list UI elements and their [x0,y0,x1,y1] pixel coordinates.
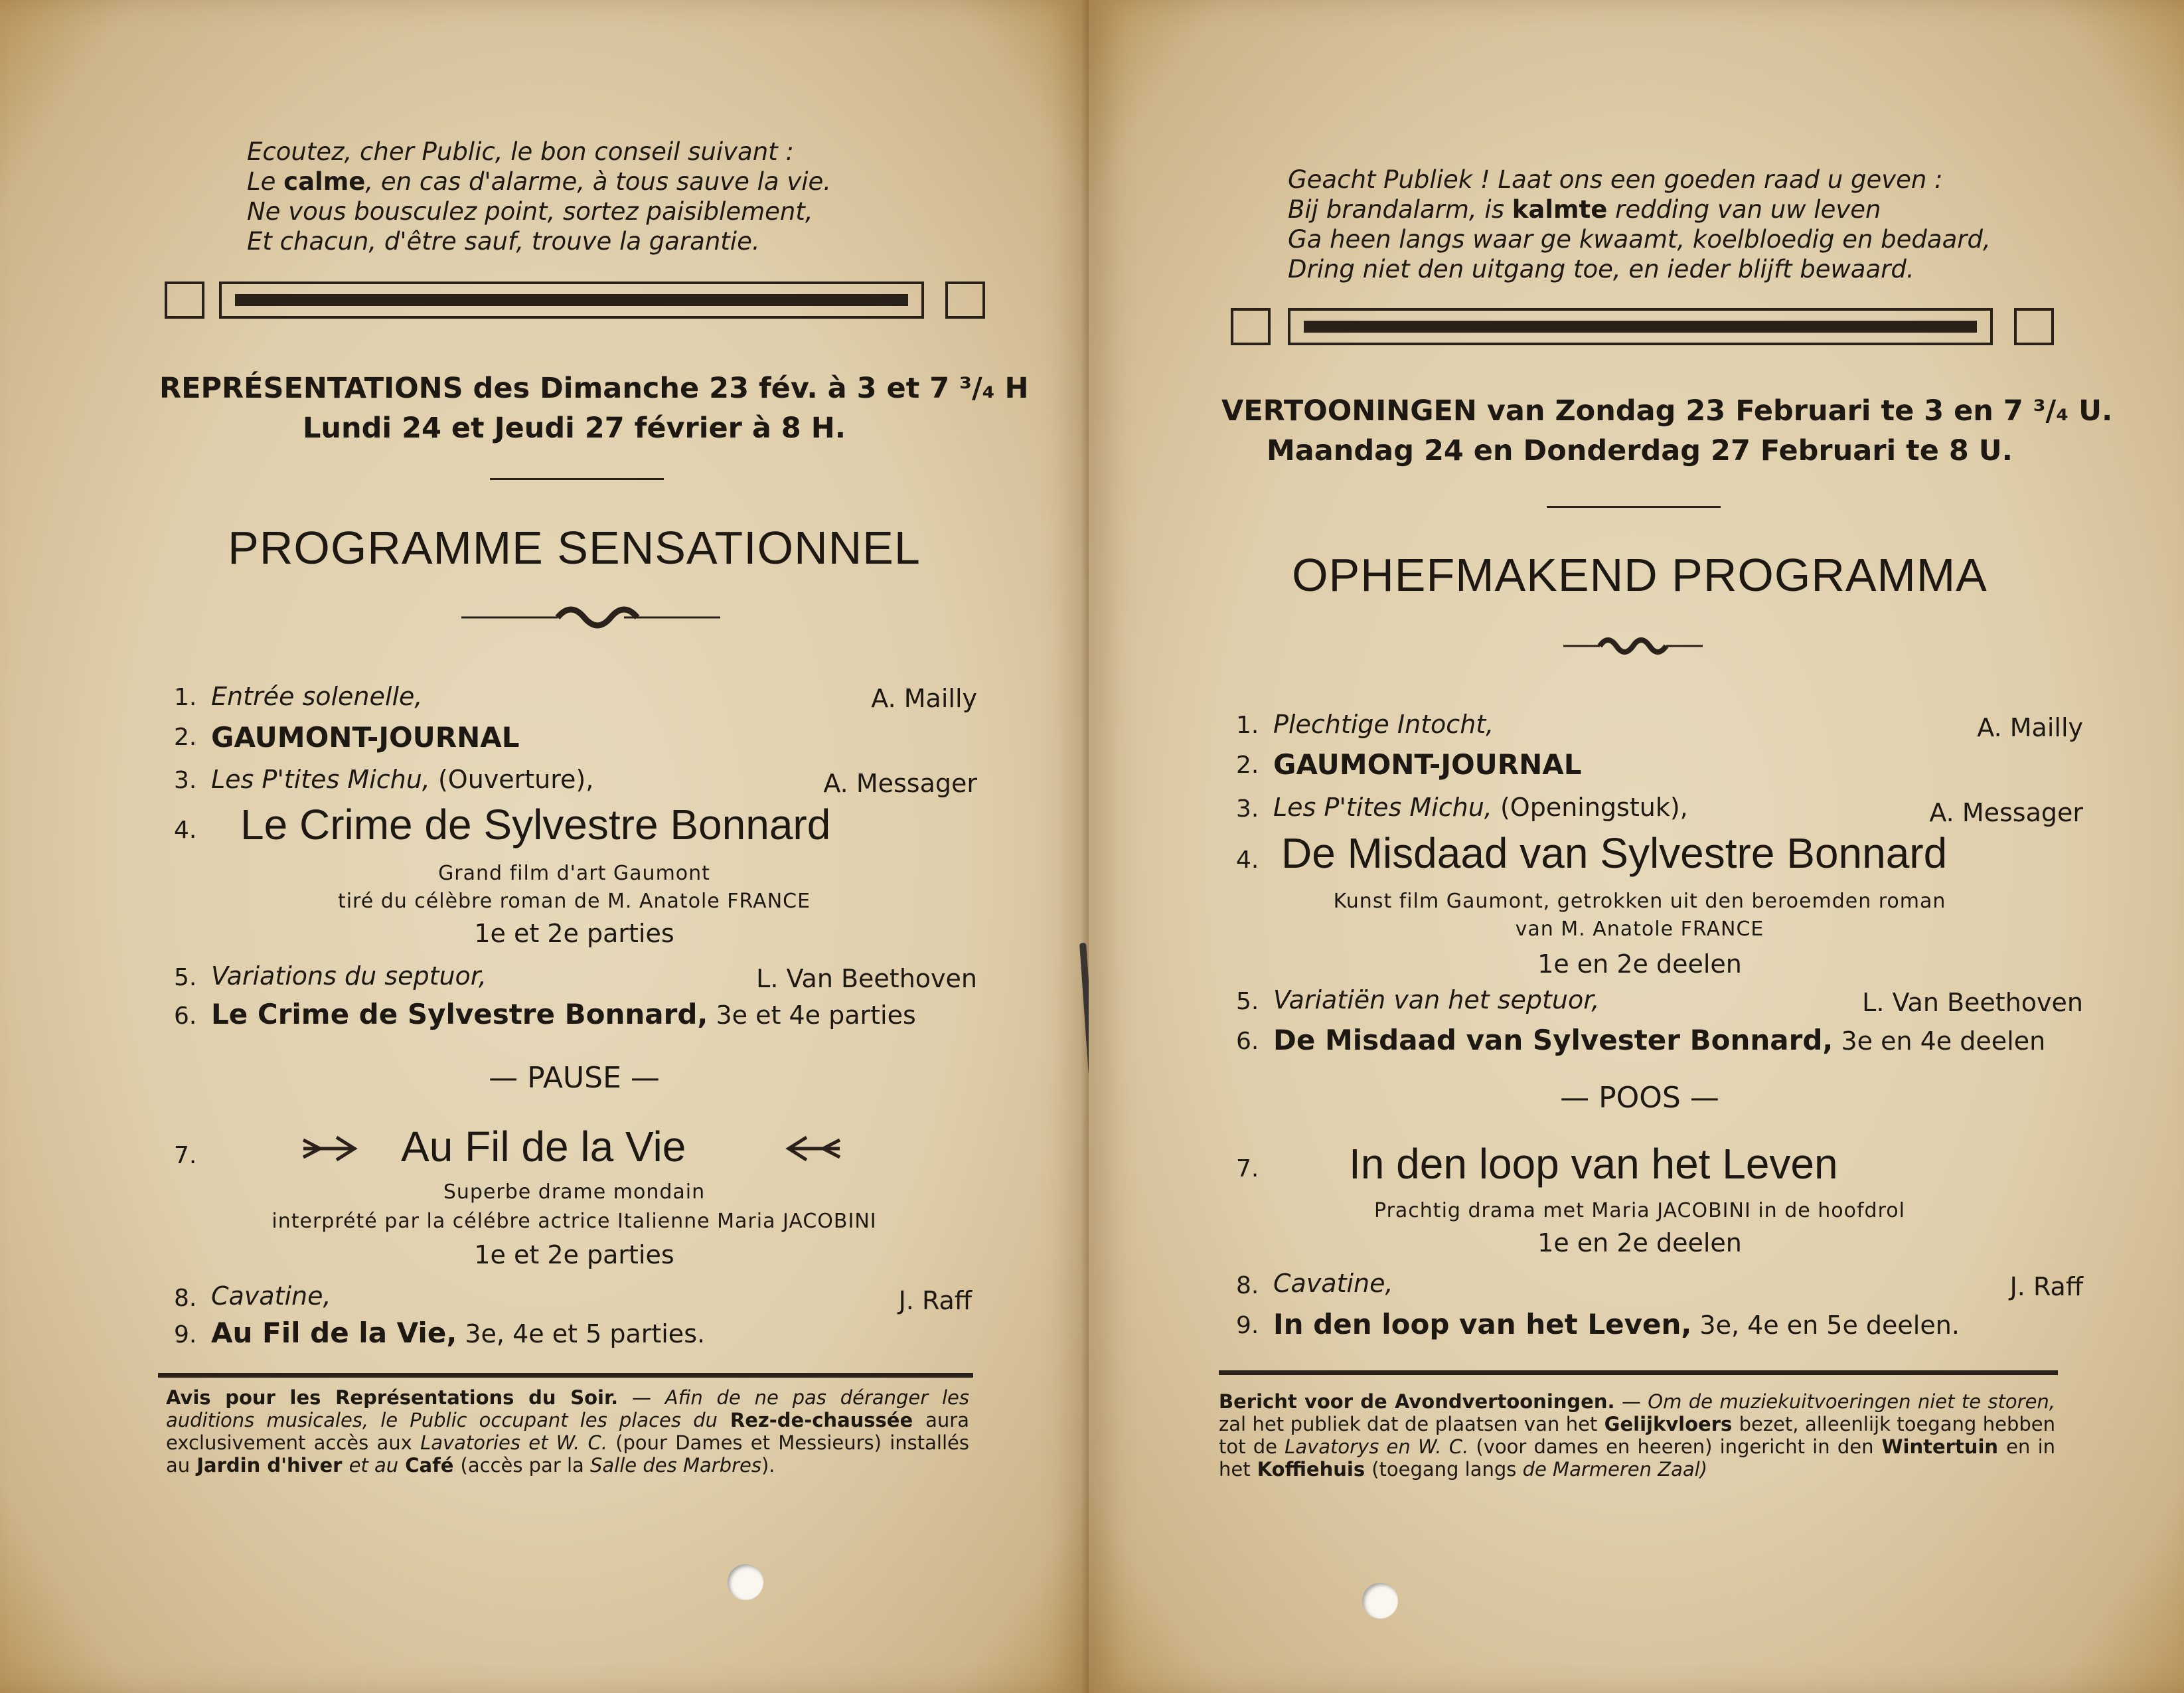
feature-parts: 1e et 2e parties [474,1240,674,1269]
notice-text: Afin de ne pas déranger les auditions musicales, le Public occupant les places du [166,1386,970,1431]
notice-text: (pour Dames et Messieurs) installés au [166,1431,969,1477]
item-title-bold: In den loop van het Leven, [1273,1308,1692,1340]
program-title: PROGRAMME SENSATIONNEL [228,522,921,574]
ornament-square [1231,308,1271,345]
notice-emphasis: Jardin d'hiver [190,1454,349,1477]
evening-notice [1219,1390,2055,1481]
evening-notice [166,1386,969,1477]
notice-divider [158,1373,973,1378]
feature-subtitle: Grand film d'art Gaumont [438,862,710,885]
item-number: 8. [1236,1272,1259,1299]
feature-parts: 1e en 2e deelen [1537,949,1742,979]
ornament-square [165,282,204,319]
poem-text: , en cas d'alarme, à tous sauve la vie. [365,167,832,196]
right-page [1089,0,2184,1693]
item-composer: L. Van Beethoven [1862,988,2083,1017]
feature-parts: 1e et 2e parties [474,919,674,948]
item-title [1273,1308,1960,1340]
feature-subtitle: van M. Anatole FRANCE [1515,918,1764,941]
feature-subtitle: Superbe drame mondain [443,1180,706,1204]
notice-text: zal het publiek dat de plaatsen van het [1219,1413,1598,1435]
feature-subtitle: interprété par la célébre actrice Italienne Maria JACOBINI [272,1210,877,1233]
item-number: 2. [174,724,197,751]
item-title [1273,793,1688,822]
item-number: 2. [1236,752,1259,779]
feature-subtitle: Kunst film Gaumont, getrokken uit den beroemden roman [1333,890,1946,913]
item-title: Variatiën van het septuor, [1273,985,1600,1014]
poem-fr [247,137,831,256]
notice-emphasis: Lavatories et W. C. [412,1431,616,1454]
notice-text: en in het [1219,1435,2056,1481]
schedule-line-1: VERTOONINGEN van Zondag 23 Februari te 3 en 7 ³/₄ U. [1221,394,2113,428]
item-composer: A. Mailly [871,684,977,713]
feature-parts: 1e en 2e deelen [1537,1228,1742,1257]
notice-text: — [618,1386,665,1409]
item-title: GAUMONT-JOURNAL [1273,748,1582,781]
poem-line-1: Geacht Publiek ! Laat ons een goeden raad u geven : [1288,165,1943,194]
item-title-italic: Les P'tites Michu, [1273,793,1492,822]
pause-label: — PAUSE — [489,1061,660,1095]
item-number: 1. [1236,712,1259,739]
item-parts: 3e en 4e deelen [1833,1026,2046,1056]
poem-line-3: Ne vous bousculez point, sortez paisiblement, [247,197,813,226]
notice-text: et au [349,1454,399,1477]
item-composer: J. Raff [898,1286,972,1315]
item-title: Plechtige Intocht, [1273,710,1494,739]
item-parts: 3e, 4e et 5 parties. [457,1319,706,1348]
feature-title: Le Crime de Sylvestre Bonnard [240,801,831,848]
item-composer: A. Messager [823,769,977,798]
item-title-bold: Au Fil de la Vie, [211,1317,457,1349]
feature-title: In den loop van het Leven [1349,1140,1838,1188]
poem-line-2 [1288,195,1991,224]
notice-heading: Bericht voor de Avondvertooningen. [1219,1390,1615,1413]
pause-label: — POOS — [1560,1081,1719,1115]
binding-hole [1362,1583,1398,1619]
item-title [211,998,916,1030]
feature-subtitle: Prachtig drama met Maria JACOBINI in de hoofdrol [1374,1199,1905,1222]
ornament-bar-fill [235,294,908,306]
notice-text: Om de muziekuitvoeringen niet te storen, [1648,1390,2056,1413]
program-title: OPHEFMAKEND PROGRAMMA [1292,549,1988,601]
item-number: 3. [174,767,197,794]
item-title-bold: De Misdaad van Sylvester Bonnard, [1273,1024,1833,1056]
poem-text: Bij brandalarm, is [1288,195,1504,224]
item-title: Variations du septuor, [211,961,487,991]
item-subtitle: (Ouverture), [429,765,594,794]
notice-emphasis: Lavatorys en W. C. [1277,1435,1476,1458]
notice-emphasis: Café [398,1454,461,1477]
item-title [211,765,593,794]
ornament-bar [219,282,924,319]
poem-text: Le [247,167,276,196]
item-title: Entrée solenelle, [211,682,423,711]
poem-emphasis: calme [283,167,366,196]
notice-text: aura exclusivement accès aux [166,1409,969,1454]
notice-emphasis: Gelijkvloers [1597,1413,1739,1435]
notice-emphasis: Koffiehuis [1250,1458,1372,1481]
item-number: 9. [174,1321,197,1348]
item-parts: 3e et 4e parties [708,1001,916,1030]
ornament-bar-fill [1304,321,1977,333]
notice-text: (accès par la [460,1454,584,1477]
item-parts: 3e, 4e en 5e deelen. [1691,1311,1960,1340]
notice-emphasis: Wintertuin [1873,1435,2007,1458]
item-number: 7. [174,1142,197,1169]
binding-hole [728,1564,763,1600]
item-title [1273,1024,2045,1056]
feature-subtitle: tiré du célèbre roman de M. Anatole FRANCE [337,890,811,913]
notice-text: bezet, alleenlijk toegang hebben tot de [1219,1413,2056,1458]
poem-text: redding van uw leven [1607,195,1881,224]
item-composer: J. Raff [2009,1272,2083,1301]
notice-emphasis: de Marmeren Zaal) [1516,1458,1708,1481]
schedule-line-2: Maandag 24 en Donderdag 27 Februari te 8 U. [1266,434,2013,467]
poem-line-4: Et chacun, d'être sauf, trouve la garantie. [247,227,760,256]
item-title: Cavatine, [1273,1269,1393,1298]
left-page [0,0,1089,1693]
notice-text: ). [761,1454,775,1477]
fleuron-ornament [458,598,724,637]
item-title [211,1317,705,1349]
item-number: 6. [1236,1028,1259,1055]
item-number: 8. [174,1285,197,1312]
schedule-line-2: Lundi 24 et Jeudi 27 février à 8 H. [302,412,846,445]
notice-text: (voor dames en heeren) ingericht in den [1476,1435,1874,1458]
item-number: 9. [1236,1312,1259,1339]
divider [1547,506,1721,508]
ornament-square [2014,308,2054,345]
arrow-ornament-icon [783,1132,843,1165]
notice-text: (toegang langs [1371,1458,1517,1481]
item-number: 7. [1236,1155,1259,1182]
feature-title: Au Fil de la Vie [401,1123,686,1170]
item-number: 4. [174,817,197,844]
item-number: 3. [1236,795,1259,823]
notice-text: — [1614,1390,1648,1413]
item-number: 4. [1236,846,1259,874]
poem-line-3: Ga heen langs waar ge kwaamt, koelbloedig en bedaard, [1288,225,1991,254]
fleuron-ornament [1560,629,1706,663]
item-title-bold: Le Crime de Sylvestre Bonnard, [211,998,708,1030]
notice-divider [1219,1370,2058,1375]
item-number: 5. [1236,988,1259,1015]
schedule-line-1: REPRÉSENTATIONS des Dimanche 23 fév. à 3 et 7 ³/₄ H [159,372,1029,405]
poem-line-4: Dring niet den uitgang toe, en ieder blijft bewaard. [1288,255,1914,283]
item-number: 1. [174,684,197,711]
item-title: GAUMONT-JOURNAL [211,721,520,754]
ornament-bar [1288,308,1993,345]
item-number: 5. [174,964,197,991]
poem-line-1: Ecoutez, cher Public, le bon conseil suivant : [247,137,794,166]
item-subtitle: (Openingstuk), [1492,793,1688,822]
poem-emphasis: kalmte [1512,195,1608,224]
notice-emphasis: Salle des Marbres [584,1454,761,1477]
poem-line-2 [247,167,831,197]
item-title: Cavatine, [211,1281,331,1311]
arrow-ornament-icon [300,1132,360,1165]
notice-emphasis: Rez-de-chaussée [717,1409,926,1431]
item-composer: A. Messager [1929,798,2083,827]
item-composer: L. Van Beethoven [756,964,977,993]
item-composer: A. Mailly [1977,713,2083,742]
notice-heading: Avis pour les Représentations du Soir. [166,1386,619,1409]
item-title-italic: Les P'tites Michu, [211,765,430,794]
ornament-square [945,282,985,319]
poem-nl [1288,165,1991,284]
feature-title: De Misdaad van Sylvestre Bonnard [1281,829,1948,877]
divider [490,478,664,480]
item-number: 6. [174,1003,197,1030]
